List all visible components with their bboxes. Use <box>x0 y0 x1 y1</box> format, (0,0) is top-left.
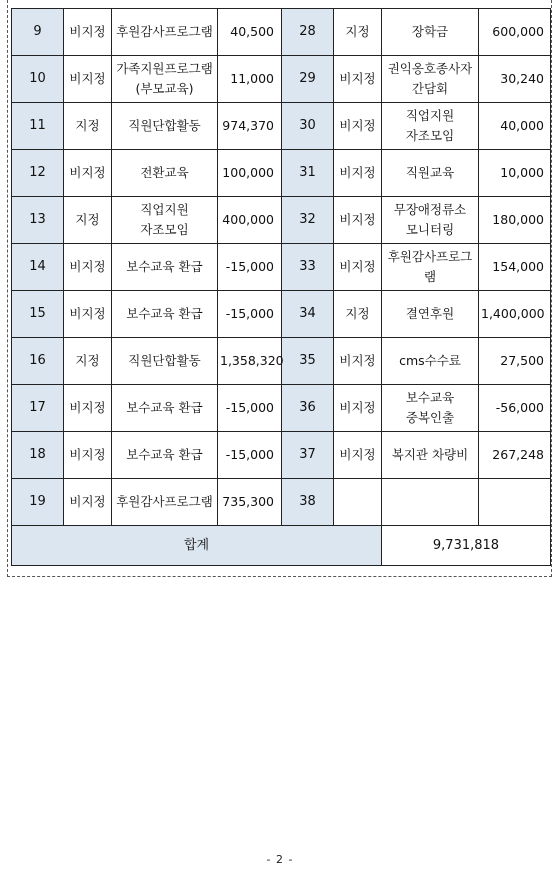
amount-cell: -56,000 <box>479 385 551 432</box>
row-number-cell: 36 <box>282 385 334 432</box>
designation-type-cell: 비지정 <box>64 432 112 479</box>
amount-cell: 27,500 <box>479 338 551 385</box>
description-cell: 무장애정류소 모니터링 <box>382 197 479 244</box>
total-label: 합계 <box>12 526 382 566</box>
designation-type-cell: 비지정 <box>334 103 382 150</box>
designation-type-cell: 비지정 <box>64 291 112 338</box>
designation-type-cell: 비지정 <box>334 56 382 103</box>
designation-type-cell: 비지정 <box>334 432 382 479</box>
description-cell: 가족지원프로그램 (부모교육) <box>112 56 218 103</box>
table-row <box>12 56 551 103</box>
description-cell: 보수교육 환급 <box>112 385 218 432</box>
amount-cell: 40,500 <box>218 9 282 56</box>
amount-cell: 10,000 <box>479 150 551 197</box>
row-number-cell: 30 <box>282 103 334 150</box>
designation-type-cell: 비지정 <box>64 244 112 291</box>
row-number-cell: 15 <box>12 291 64 338</box>
table-row <box>12 432 551 479</box>
description-cell: 후원감사프로그램 <box>112 9 218 56</box>
designation-type-cell: 비지정 <box>334 385 382 432</box>
donation-ledger-table <box>11 8 551 566</box>
designation-type-cell: 비지정 <box>64 150 112 197</box>
description-cell: 후원감사프로그램 <box>112 479 218 526</box>
amount-cell: -15,000 <box>218 291 282 338</box>
description-cell: 직업지원 자조모임 <box>112 197 218 244</box>
description-cell: 권익옹호종사자 간담회 <box>382 56 479 103</box>
amount-cell: 1,400,000 <box>479 291 551 338</box>
row-number-cell: 19 <box>12 479 64 526</box>
row-number-cell: 37 <box>282 432 334 479</box>
amount-cell: -15,000 <box>218 432 282 479</box>
designation-type-cell <box>334 479 382 526</box>
row-number-cell: 28 <box>282 9 334 56</box>
table-row <box>12 103 551 150</box>
designation-type-cell: 비지정 <box>334 197 382 244</box>
description-cell: 직업지원 자조모임 <box>382 103 479 150</box>
description-cell <box>382 479 479 526</box>
table-row <box>12 197 551 244</box>
amount-cell: 735,300 <box>218 479 282 526</box>
table-row <box>12 338 551 385</box>
amount-cell: -15,000 <box>218 244 282 291</box>
description-cell: 직원단합활동 <box>112 338 218 385</box>
amount-cell: 1,358,320 <box>218 338 282 385</box>
designation-type-cell: 비지정 <box>334 338 382 385</box>
designation-type-cell: 지정 <box>64 103 112 150</box>
description-cell: 보수교육 환급 <box>112 244 218 291</box>
designation-type-cell: 비지정 <box>334 244 382 291</box>
amount-cell <box>479 479 551 526</box>
amount-cell: 30,240 <box>479 56 551 103</box>
description-cell: 장학금 <box>382 9 479 56</box>
table-row <box>12 291 551 338</box>
row-number-cell: 32 <box>282 197 334 244</box>
row-number-cell: 13 <box>12 197 64 244</box>
amount-cell: 40,000 <box>479 103 551 150</box>
table-row <box>12 244 551 291</box>
designation-type-cell: 지정 <box>334 9 382 56</box>
row-number-cell: 33 <box>282 244 334 291</box>
row-number-cell: 38 <box>282 479 334 526</box>
ledger-body <box>12 9 551 566</box>
description-cell: 후원감사프로그램 <box>382 244 479 291</box>
designation-type-cell: 지정 <box>64 338 112 385</box>
table-row <box>12 479 551 526</box>
row-number-cell: 14 <box>12 244 64 291</box>
table-row <box>12 9 551 56</box>
row-number-cell: 16 <box>12 338 64 385</box>
amount-cell: 974,370 <box>218 103 282 150</box>
amount-cell: 600,000 <box>479 9 551 56</box>
amount-cell: -15,000 <box>218 385 282 432</box>
designation-type-cell: 비지정 <box>64 56 112 103</box>
description-cell: 직원교육 <box>382 150 479 197</box>
description-cell: 보수교육 환급 <box>112 291 218 338</box>
row-number-cell: 35 <box>282 338 334 385</box>
table-row <box>12 385 551 432</box>
description-cell: 보수교육 환급 <box>112 432 218 479</box>
designation-type-cell: 비지정 <box>64 385 112 432</box>
amount-cell: 154,000 <box>479 244 551 291</box>
row-number-cell: 9 <box>12 9 64 56</box>
row-number-cell: 12 <box>12 150 64 197</box>
total-value: 9,731,818 <box>382 526 551 566</box>
amount-cell: 180,000 <box>479 197 551 244</box>
description-cell: 직원단합활동 <box>112 103 218 150</box>
designation-type-cell: 비지정 <box>64 9 112 56</box>
table-row <box>12 150 551 197</box>
designation-type-cell: 지정 <box>334 291 382 338</box>
designation-type-cell: 비지정 <box>334 150 382 197</box>
row-number-cell: 34 <box>282 291 334 338</box>
description-cell: 결연후원 <box>382 291 479 338</box>
row-number-cell: 11 <box>12 103 64 150</box>
designation-type-cell: 비지정 <box>64 479 112 526</box>
designation-type-cell: 지정 <box>64 197 112 244</box>
description-cell: 보수교육 중복인출 <box>382 385 479 432</box>
amount-cell: 267,248 <box>479 432 551 479</box>
description-cell: 복지관 차량비 <box>382 432 479 479</box>
page-number: - 2 - <box>266 853 294 866</box>
amount-cell: 100,000 <box>218 150 282 197</box>
row-number-cell: 18 <box>12 432 64 479</box>
row-number-cell: 10 <box>12 56 64 103</box>
amount-cell: 11,000 <box>218 56 282 103</box>
description-cell: 전환교육 <box>112 150 218 197</box>
amount-cell: 400,000 <box>218 197 282 244</box>
row-number-cell: 31 <box>282 150 334 197</box>
row-number-cell: 17 <box>12 385 64 432</box>
row-number-cell: 29 <box>282 56 334 103</box>
description-cell: cms수수료 <box>382 338 479 385</box>
total-row <box>12 526 551 566</box>
